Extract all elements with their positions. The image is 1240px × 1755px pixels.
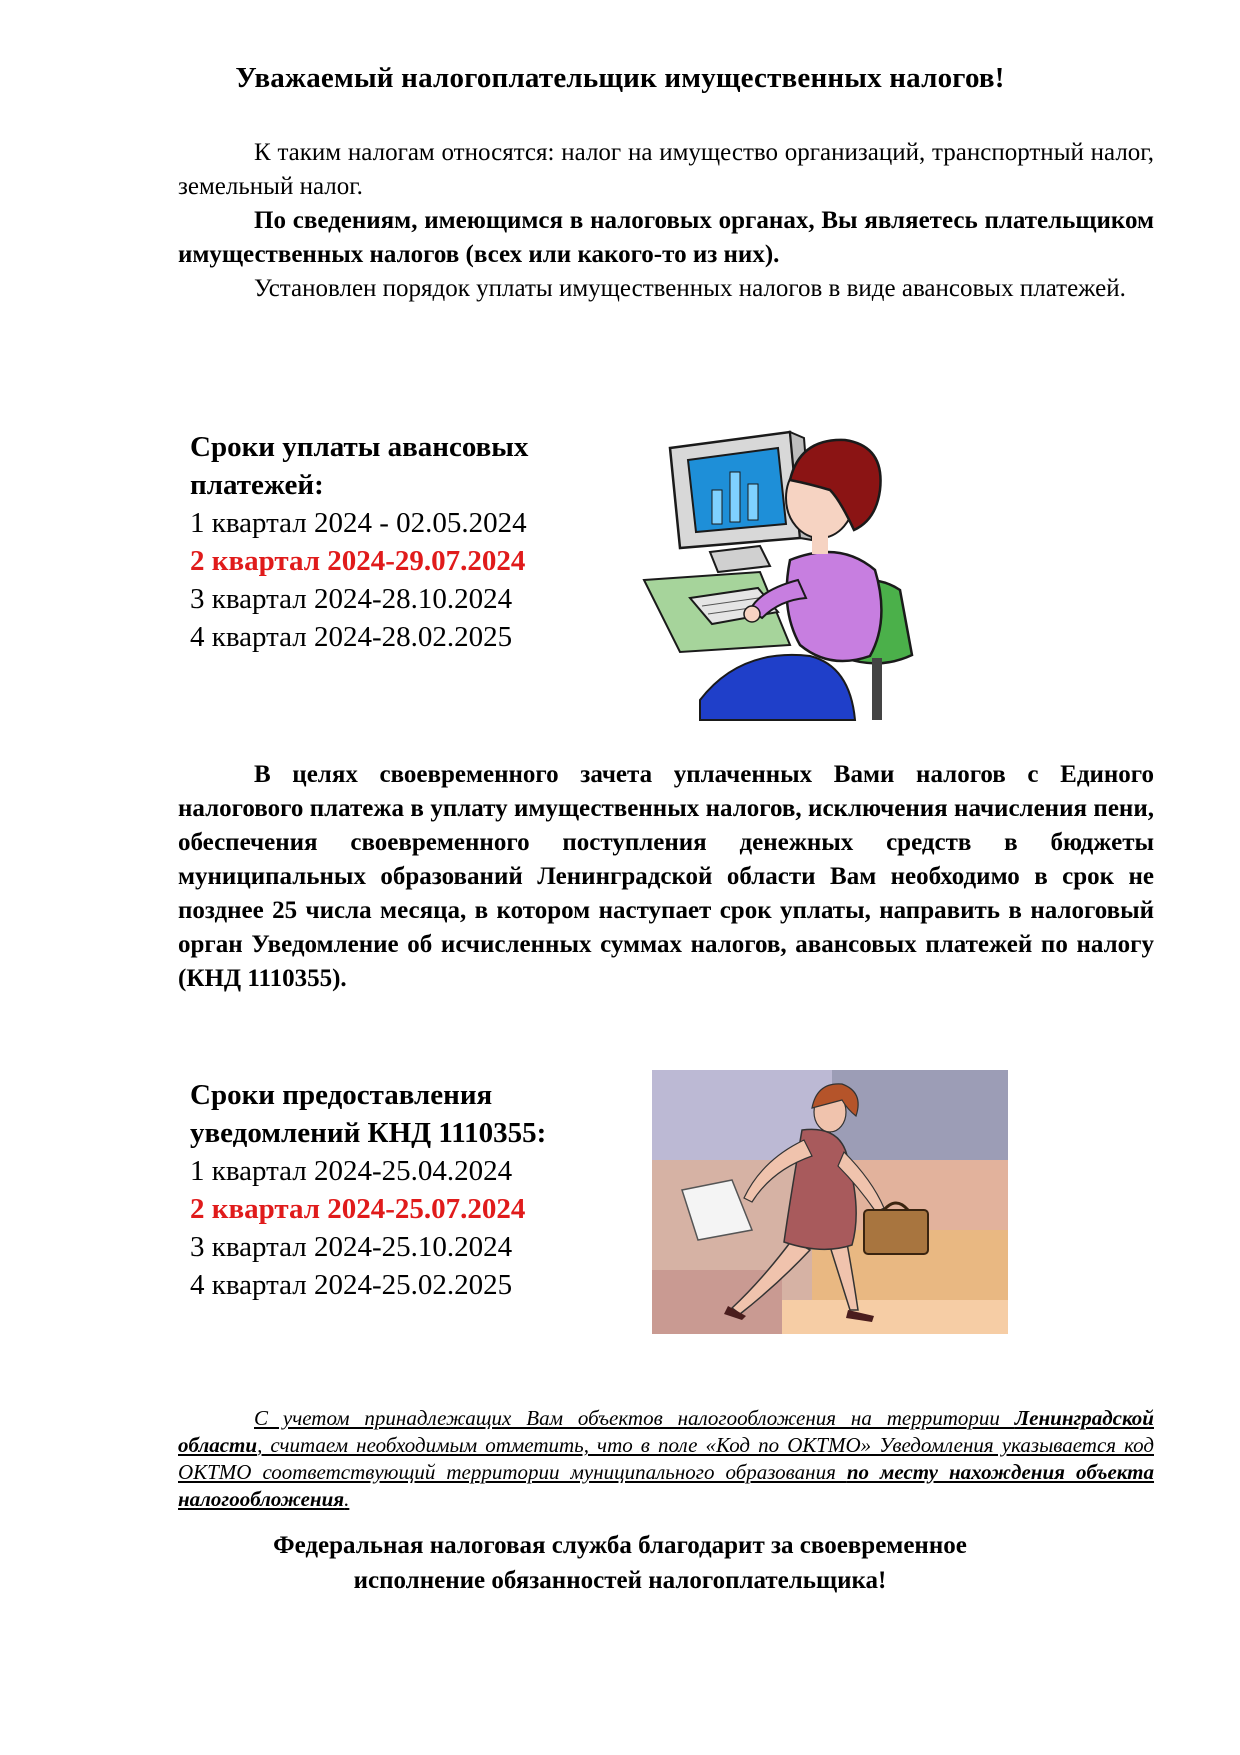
note-text-1: С учетом принадлежащих Вам объектов налогообложения на территории: [254, 1406, 1015, 1430]
intro-paragraph-1: [178, 136, 1154, 204]
advance-q3: 3 квартал 2024-28.10.2024: [190, 583, 513, 615]
intro-paragraph-2: [178, 204, 1154, 272]
note-region: Ленинградской области: [178, 1406, 1154, 1457]
page-title: Уважаемый налогоплательщик имущественных налогов!: [235, 62, 1005, 94]
advance-schedule: [190, 428, 528, 656]
notice-q4: 4 квартал 2024-25.02.2025: [190, 1269, 513, 1301]
thanks-line-2: исполнение обязанностей налогоплательщика!: [353, 1567, 887, 1594]
main-paragraph: [178, 758, 1154, 996]
note-text-2: , считаем необходимым отметить, что в поле «Код по ОКТМО» Уведомления указывается код ОКТМО соответствующий территории муниципального образования: [178, 1433, 1154, 1484]
intro-text-2: По сведениям, имеющимся в налоговых органах, Вы являетесь плательщиком имущественных налогов (всех или какого-то из них).: [178, 207, 1154, 268]
advance-schedule-heading-1: Сроки уплаты авансовых: [190, 431, 529, 463]
intro-paragraph-3: [178, 272, 1154, 306]
notice-q3: 3 квартал 2024-25.10.2024: [190, 1231, 513, 1263]
notice-q2: 2 квартал 2024-25.07.2024: [190, 1193, 526, 1225]
woman-with-briefcase-image: [652, 1070, 1008, 1334]
advance-schedule-heading-2: платежей:: [190, 469, 324, 501]
notice-schedule-heading-2: уведомлений КНД 1110355:: [190, 1117, 547, 1149]
main-paragraph-text: В целях своевременного зачета уплаченных Вами налогов с Единого налогового платежа в уплату имущественных налогов, исключения начисления пени, обеспечения своевременного поступления денежных средств в бюджеты муниципальных образований Ленинградской области Вам необходимо в срок не позднее 25 числа месяца, в котором наступает срок уплаты, направить в налоговый орган Уведомление об исчисленных суммах налогов, авансовых платежей по налогу (КНД 1110355).: [178, 761, 1154, 992]
advance-q4: 4 квартал 2024-28.02.2025: [190, 621, 513, 653]
intro-text-1: К таким налогам относятся: налог на имущество организаций, транспортный налог, земельный налог.: [178, 139, 1154, 200]
woman-at-computer-image: [640, 420, 940, 722]
thanks-block: [0, 1528, 1240, 1598]
notice-schedule: [190, 1076, 546, 1304]
advance-q1: 1 квартал 2024 - 02.05.2024: [190, 507, 527, 539]
notice-q1: 1 квартал 2024-25.04.2024: [190, 1155, 513, 1187]
oktmo-note: [178, 1405, 1154, 1513]
intro-text-3: Установлен порядок уплаты имущественных налогов в виде авансовых платежей.: [254, 275, 1126, 302]
thanks-line-1: Федеральная налоговая служба благодарит за своевременное: [273, 1532, 967, 1559]
notice-schedule-heading-1: Сроки предоставления: [190, 1079, 493, 1111]
note-location: по месту нахождения объекта налогообложения: [178, 1460, 1155, 1511]
note-text-3: .: [344, 1487, 350, 1511]
advance-q2: 2 квартал 2024-29.07.2024: [190, 545, 526, 577]
